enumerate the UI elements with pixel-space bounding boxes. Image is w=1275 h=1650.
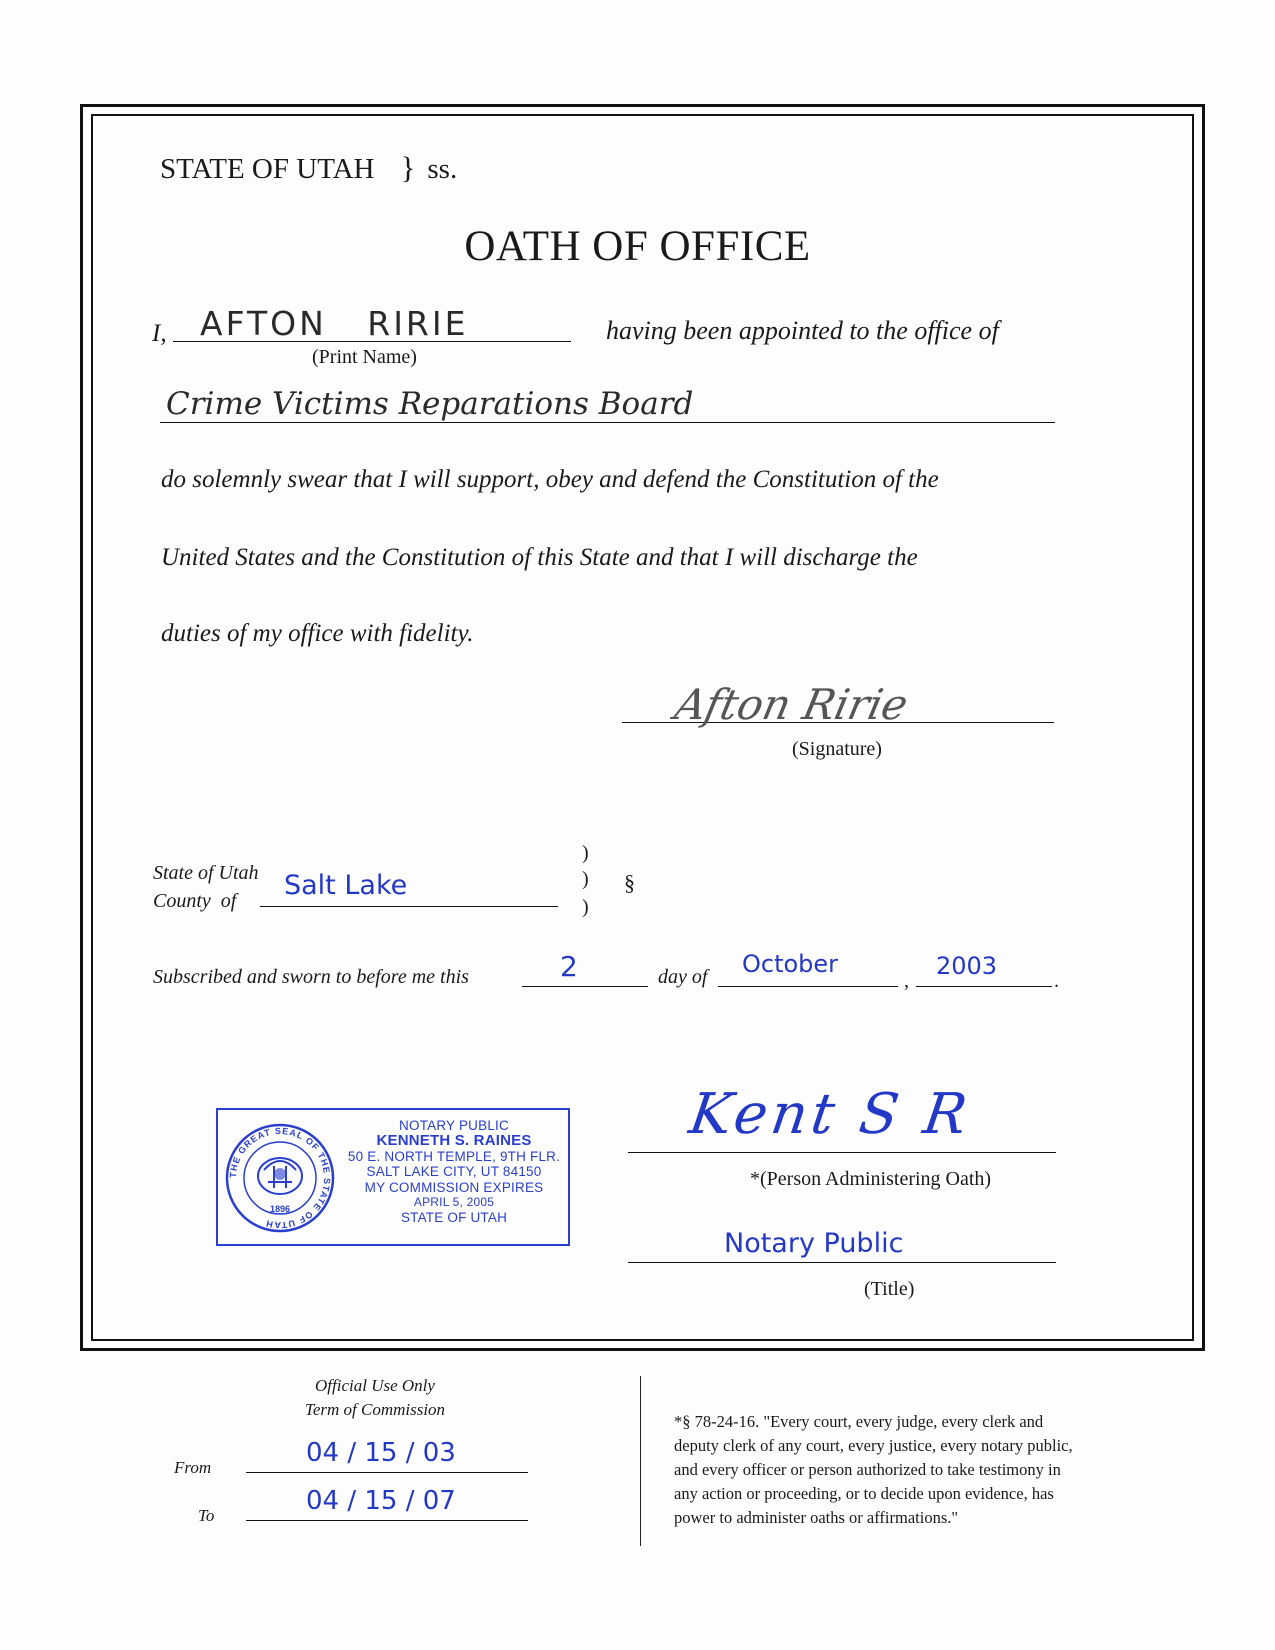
stamp-text-block — [340, 1118, 568, 1226]
statute-line: power to administer oaths or affirmations." — [674, 1508, 959, 1527]
administering-line — [628, 1152, 1056, 1153]
statute-line: any action or proceeding, or to decide upon evidence, has — [674, 1484, 1054, 1503]
from-value: 04 / 15 / 03 — [306, 1438, 456, 1468]
ss-abbrev: ss. — [427, 153, 458, 185]
stamp-line: STATE OF UTAH — [400, 1210, 508, 1226]
state-name: STATE OF UTAH — [160, 153, 375, 185]
from-line — [246, 1472, 528, 1473]
official-use-heading: Official Use Only — [315, 1376, 435, 1395]
state-seal-icon — [224, 1122, 336, 1234]
stamp-line: NOTARY PUBLIC — [399, 1118, 509, 1133]
day-of-text: day of — [658, 966, 708, 988]
signature-label: (Signature) — [792, 738, 882, 760]
print-name-label: (Print Name) — [312, 346, 417, 368]
from-label: From — [174, 1458, 212, 1477]
office-line — [160, 422, 1055, 423]
day-value: 2 — [560, 950, 578, 983]
state-header — [160, 150, 457, 186]
stamp-line: KENNETH S. RAINES — [376, 1132, 532, 1150]
footer-divider — [640, 1376, 641, 1546]
notary-title-value: Notary Public — [724, 1228, 904, 1259]
stamp-line: SALT LAKE CITY, UT 84150 — [366, 1164, 542, 1180]
venue-county-label: County of — [153, 890, 237, 912]
venue-paren-2: ) — [582, 868, 589, 890]
signature-value: Afton Ririe — [670, 680, 913, 729]
term-of-commission-heading: Term of Commission — [304, 1400, 446, 1419]
section-symbol: § — [624, 870, 635, 895]
seal-year: 1896 — [269, 1204, 291, 1214]
brace-symbol: } — [400, 150, 416, 185]
month-value: October — [742, 950, 839, 978]
stamp-line: APRIL 5, 2005 — [413, 1195, 495, 1210]
having-appointed-text: having been appointed to the office of — [606, 316, 999, 345]
date-period: . — [1054, 970, 1059, 992]
venue-state-label: State of Utah — [153, 862, 259, 884]
i-prefix: I, — [152, 320, 167, 347]
to-label: To — [198, 1506, 215, 1525]
venue-paren-3: ) — [582, 896, 589, 918]
oath-text-line-2: United States and the Constitution of this State and that I will discharge the — [161, 544, 918, 571]
date-comma: , — [904, 970, 909, 992]
oath-text-line-1: do solemnly swear that I will support, obey and defend the Constitution of the — [161, 466, 939, 493]
month-line — [718, 986, 898, 987]
year-value: 2003 — [936, 952, 998, 980]
administering-label: *(Person Administering Oath) — [750, 1168, 992, 1190]
statute-line: *§ 78-24-16. "Every court, every judge, every clerk and — [674, 1412, 1044, 1431]
document-title: OATH OF OFFICE — [464, 223, 811, 270]
oath-text-line-3: duties of my office with fidelity. — [161, 620, 474, 647]
county-value: Salt Lake — [284, 870, 408, 901]
day-line — [522, 986, 648, 987]
title-line — [628, 1262, 1056, 1263]
title-label: (Title) — [864, 1278, 915, 1300]
statute-note — [674, 1410, 1073, 1530]
statute-line: and every officer or person authorized to take testimony in — [674, 1460, 1061, 1479]
notary-signature-value: Kent S R — [685, 1082, 975, 1147]
venue-paren-1: ) — [582, 842, 589, 864]
stamp-line: 50 E. NORTH TEMPLE, 9TH FLR. — [347, 1148, 561, 1164]
stamp-line: MY COMMISSION EXPIRES — [364, 1179, 544, 1195]
subscribed-text: Subscribed and sworn to before me this — [153, 966, 469, 988]
to-value: 04 / 15 / 07 — [306, 1486, 456, 1516]
notary-stamp — [216, 1108, 570, 1246]
office-value: Crime Victims Reparations Board — [166, 386, 694, 422]
seal-ring-text: THE GREAT SEAL OF THE STATE OF UTAH — [227, 1125, 333, 1231]
county-line — [260, 906, 558, 907]
to-line — [246, 1520, 528, 1521]
year-line — [916, 986, 1052, 987]
print-name-value: AFTON RIRIE — [200, 304, 469, 343]
statute-line: deputy clerk of any court, every justice, every notary public, — [674, 1436, 1073, 1455]
